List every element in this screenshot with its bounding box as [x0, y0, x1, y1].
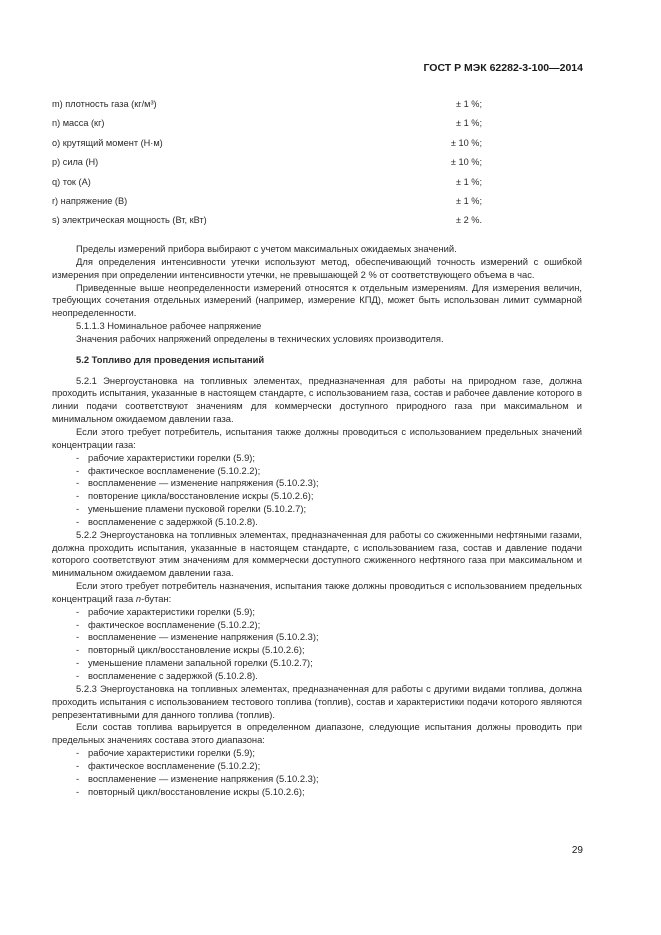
list-bullet: - — [76, 464, 80, 476]
measurement-row — [52, 156, 482, 175]
list-item — [52, 786, 582, 799]
list-bullet: - — [76, 759, 80, 771]
measurement-row — [52, 98, 482, 117]
paragraph: Значения рабочих напряжений определены в технических условиях производителя. — [76, 332, 444, 344]
list-bullet: - — [76, 451, 80, 463]
measurement-tolerance: ± 1 %; — [456, 118, 482, 129]
paragraph-text: Если этого требует потребитель назначения, испытания также должны проводиться с использованием предельных концентраций газа — [52, 580, 582, 604]
measurement-row — [52, 176, 482, 195]
list-item-text: фактическое воспламенение (5.10.2.2); — [88, 759, 261, 771]
list-item — [52, 606, 582, 619]
document-body — [52, 243, 582, 798]
list-bullet: - — [76, 657, 80, 669]
measurement-label: q) ток (А) — [52, 176, 91, 187]
measurement-label: m) плотность газа (кг/м³) — [52, 99, 157, 109]
list-item — [52, 644, 582, 657]
measurement-label: о) крутящий момент (Н·м) — [52, 137, 163, 148]
list-bullet: - — [76, 515, 80, 527]
paragraph: 5.2.3 Энергоустановка на топливных элементах, предназначенная для работы с другими видами топлива, должна проходить испытания с использованием тестового топлива (топлив), состав и характеристики подачи которого являются репрезентативными для данного топлива (топлив). — [52, 682, 582, 720]
list-item-text: повторный цикл/восстановление искры (5.10.2.6); — [88, 644, 305, 656]
list-item-text: воспламенение — изменение напряжения (5.10.2.3); — [88, 772, 319, 784]
list-item — [52, 619, 582, 632]
list-bullet: - — [76, 618, 80, 630]
bullet-list — [52, 606, 582, 683]
list-item-text: рабочие характеристики горелки (5.9); — [88, 605, 256, 617]
list-item — [52, 773, 582, 786]
measurement-row — [52, 117, 482, 136]
measurement-label: n) масса (кг) — [52, 118, 105, 129]
bullet-list — [52, 452, 582, 529]
list-bullet: - — [76, 503, 80, 515]
list-item-text: фактическое воспламенение (5.10.2.2); — [88, 618, 261, 630]
measurement-list — [52, 98, 482, 234]
list-item — [52, 503, 582, 516]
list-item — [52, 657, 582, 670]
list-item — [52, 477, 582, 490]
list-item-text: воспламенение с задержкой (5.10.2.8). — [88, 515, 258, 527]
list-item-text: уменьшение пламени запальной горелки (5.10.2.7); — [88, 657, 313, 669]
list-item-text: уменьшение пламени пусковой горелки (5.10.2.7); — [88, 503, 307, 515]
list-bullet: - — [76, 490, 80, 502]
measurement-tolerance: ± 10 %; — [450, 137, 482, 148]
measurement-tolerance: ± 10 %; — [450, 157, 482, 168]
measurement-row — [52, 137, 482, 156]
list-bullet: - — [76, 785, 80, 797]
list-item-text: фактическое воспламенение (5.10.2.2); — [88, 464, 261, 476]
paragraph: Для определения интенсивности утечки используют метод, обеспечивающий точность измерений с ошибкой измерения при определении интенсивности утечки, не превышающей 2 % от соответствующего объема в час. — [52, 255, 582, 280]
paragraph: Пределы измерений прибора выбирают с учетом максимальных ожидаемых значений. — [76, 243, 457, 254]
measurement-tolerance: ± 2 %. — [456, 215, 482, 226]
list-item-text: воспламенение — изменение напряжения (5.10.2.3); — [88, 477, 319, 489]
measurement-row — [52, 214, 482, 233]
list-item-text: воспламенение — изменение напряжения (5.10.2.3); — [88, 631, 319, 643]
measurement-label: r) напряжение (В) — [52, 195, 128, 206]
list-item-text: воспламенение с задержкой (5.10.2.8). — [88, 670, 258, 681]
list-item — [52, 760, 582, 773]
list-bullet: - — [76, 631, 80, 643]
list-bullet: - — [76, 477, 80, 489]
paragraph: Приведенные выше неопределенности измерений относятся к отдельным измерениям. Для измерения величин, требующих сочетания отдельных измерений (например, измерение КПД), может быть использован лимит суммарной неопределенности. — [52, 281, 582, 319]
list-bullet: - — [76, 772, 80, 784]
paragraph — [52, 580, 582, 606]
paragraph: 5.2.2 Энергоустановка на топливных элементах, предназначенная для работы со сжиженными нефтяными газами, должна проходить испытания, указанные в настоящем стандарте, с использованием газа, состав и давление подачи которого соответствуют этим значениям для коммерчески доступного сжиженного нефтяного газа при максимальном и минимальном ожидаемом давлении газа. — [52, 528, 582, 579]
list-item-text: повторение цикла/восстановление искры (5.10.2.6); — [88, 490, 314, 502]
list-item-text: рабочие характеристики горелки (5.9); — [88, 451, 256, 463]
list-item — [52, 631, 582, 644]
list-item — [52, 747, 582, 760]
list-item — [52, 452, 582, 465]
document-header: ГОСТ Р МЭК 62282-3-100—2014 — [423, 62, 583, 74]
paragraph: Если этого требует потребитель, испытания также должны проводиться с использованием предельных значений концентрации газа: — [52, 425, 582, 450]
list-item — [52, 670, 582, 683]
measurement-label: р) сила (Н) — [52, 157, 99, 168]
list-item — [52, 465, 582, 478]
measurement-tolerance: ± 1 %; — [456, 99, 482, 109]
list-item — [52, 516, 582, 529]
page-number: 29 — [571, 845, 583, 856]
paragraph: 5.2.1 Энергоустановка на топливных элементах, предназначенная для работы на природном газе, должна проходить испытания, указанные в настоящем стандарте, с использованием газа, состав и рабочее давление которого в линии подачи соответствуют значениям для коммерчески доступного природного газа при максимальном и минимальном ожидаемом давлении газа. — [52, 374, 582, 425]
list-bullet: - — [76, 747, 80, 759]
measurement-tolerance: ± 1 %; — [456, 176, 482, 187]
italic-text: n — [135, 592, 142, 604]
list-bullet: - — [76, 670, 80, 681]
list-bullet: - — [76, 644, 80, 656]
measurement-label: s) электрическая мощность (Вт, кВт) — [52, 215, 207, 226]
bullet-list — [52, 747, 582, 798]
paragraph-text: -бутан: — [141, 592, 172, 604]
paragraph: Если состав топлива варьируется в определенном диапазоне, следующие испытания должны проводить при предельных значениях состава этого диапазона: — [52, 721, 582, 746]
section-title: 5.2 Топливо для проведения испытаний — [76, 353, 265, 365]
measurement-row — [52, 195, 482, 214]
list-bullet: - — [76, 605, 80, 617]
list-item-text: рабочие характеристики горелки (5.9); — [88, 747, 256, 759]
subsection-heading: 5.1.1.3 Номинальное рабочее напряжение — [76, 320, 262, 332]
list-item-text: повторный цикл/восстановление искры (5.10.2.6); — [88, 785, 305, 797]
list-item — [52, 490, 582, 503]
measurement-tolerance: ± 1 %; — [456, 195, 482, 206]
